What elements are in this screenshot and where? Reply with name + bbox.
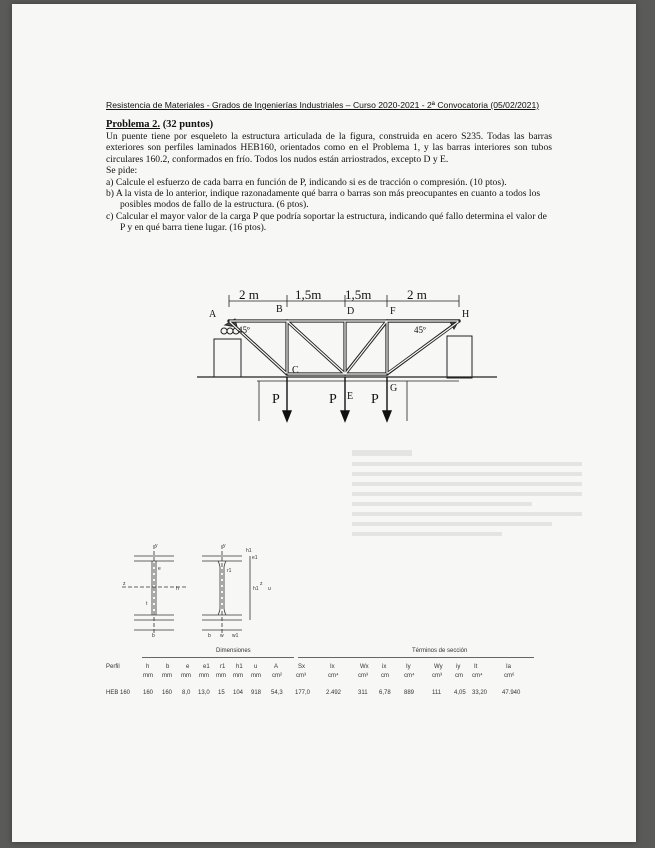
label-t: t	[146, 601, 148, 607]
label-y-right: y	[223, 543, 226, 549]
val-iy: 889	[404, 690, 415, 696]
label-b-right: b	[208, 633, 211, 638]
unit-h: mm	[143, 673, 153, 679]
label-b-left: b	[152, 633, 155, 638]
unit-e: mm	[181, 673, 191, 679]
group-terms: Términos de sección	[412, 648, 468, 654]
unit-r1: mm	[216, 673, 226, 679]
val-a: 54,3	[271, 690, 283, 696]
bleed-through-text	[352, 444, 582, 604]
hdr-a: A	[274, 664, 279, 670]
unit-it: cm⁴	[472, 673, 483, 679]
val-wy: 111	[432, 690, 442, 696]
val-u: 918	[251, 690, 262, 696]
load-p-g: P	[371, 392, 379, 407]
left-abutment	[214, 339, 241, 377]
label-w: w	[220, 633, 224, 638]
hdr-h1: h1	[236, 664, 243, 670]
angle-a: 45º	[238, 325, 250, 335]
unit-wx: cm³	[358, 673, 368, 679]
right-abutment	[447, 336, 472, 378]
val-it: 33,20	[472, 690, 488, 696]
val-wx: 311	[358, 690, 368, 696]
unit-sx: cm³	[296, 673, 306, 679]
unit-a: cm²	[272, 673, 282, 679]
hdr-it: It	[474, 664, 478, 670]
hdr-wy: Wy	[434, 664, 443, 670]
hdr-ix-r: ix	[382, 664, 387, 670]
val-ix-r: 6,78	[379, 690, 391, 696]
node-f: F	[390, 306, 396, 317]
unit-b: mm	[162, 673, 172, 679]
val-ia: 47.940	[502, 690, 521, 696]
unit-iy: cm⁴	[404, 673, 415, 679]
row-name: HEB 160	[106, 690, 131, 696]
node-h: H	[462, 309, 470, 320]
unit-wy: cm³	[432, 673, 442, 679]
terms-rule	[298, 657, 534, 658]
exam-page	[12, 4, 636, 842]
truss-figure	[197, 281, 497, 426]
dims-rule	[142, 657, 294, 658]
hdr-u: u	[254, 664, 258, 670]
label-r1: r1	[227, 568, 232, 574]
question-b: b) A la vista de lo anterior, indique razonadamente qué barra o barras son más preocupantes en cuanto a todos los posibles modos de fallo de la estructura. (6 ptos).	[106, 188, 541, 211]
perfil-label: Perfil	[106, 664, 120, 670]
label-e: e	[158, 566, 161, 572]
unit-ia: cm⁶	[504, 673, 515, 679]
val-r1: 15	[218, 690, 225, 696]
hdr-iy: Iy	[406, 664, 411, 670]
load-p-c: P	[272, 392, 280, 407]
heb-section-sketch	[120, 542, 290, 638]
val-h: 160	[143, 690, 154, 696]
question-a: a) Calcule el esfuerzo de cada barra en función de P, indicando si es de tracción o compresión. (10 ptos).	[106, 176, 507, 188]
unit-ix-r: cm	[381, 673, 389, 679]
label-y-left: y	[155, 543, 158, 549]
problem-points: (32 puntos)	[162, 119, 214, 130]
hdr-e: e	[186, 664, 190, 670]
dim-df: 1,5m	[345, 287, 372, 302]
hdr-iy-r: iy	[456, 664, 461, 670]
unit-iy-r: cm	[455, 673, 463, 679]
label-e1: e1	[252, 555, 258, 561]
unit-h1: mm	[233, 673, 243, 679]
hdr-b: b	[166, 664, 170, 670]
unit-e1: mm	[199, 673, 209, 679]
hdr-wx: Wx	[360, 664, 369, 670]
val-h1: 104	[233, 690, 244, 696]
label-z-left: z	[123, 581, 126, 587]
problem-paragraph: Un puente tiene por esqueleto la estructura articulada de la figura, construida en acero S235. Todas las barras exteriores son perfiles laminados HEB160, orientados como en el Problema 1, y las barras interiores son tubos circulares 160.2, conformados en frío. Todos los nudos están arriostrados, excepto D y E.	[106, 131, 552, 165]
problem-number: Problema 2.	[106, 119, 161, 130]
node-d: D	[347, 306, 355, 317]
dim-bd: 1,5m	[295, 287, 322, 302]
hdr-ix: Ix	[330, 664, 335, 670]
dim-ab: 2 m	[239, 287, 259, 302]
ask-line: Se pide:	[106, 165, 138, 177]
hdr-e1: e1	[203, 664, 210, 670]
hdr-r1: r1	[220, 664, 226, 670]
label-u: u	[268, 586, 271, 592]
node-b: B	[276, 304, 283, 315]
dim-fh: 2 m	[407, 287, 427, 302]
node-g: G	[390, 383, 398, 394]
val-e: 8,0	[182, 690, 191, 696]
val-iy-r: 4,05	[454, 690, 466, 696]
angle-h: 45º	[414, 325, 426, 335]
label-h1-right: h1	[246, 548, 252, 554]
problem-statement	[106, 131, 552, 234]
group-dims: Dimensiones	[216, 648, 251, 654]
exam-header: Resistencia de Materiales - Grados de Ingenierías Industriales – Curso 2020-2021 - 2ª Convocatoria (05/02/2021)	[106, 100, 540, 110]
val-sx: 177,0	[295, 690, 311, 696]
node-e: E	[347, 391, 354, 402]
label-h1: h1	[253, 586, 259, 592]
node-a: A	[209, 309, 217, 320]
problem-title	[106, 119, 213, 130]
node-c: C	[292, 365, 299, 376]
val-e1: 13,0	[198, 690, 210, 696]
unit-ix: cm⁴	[328, 673, 339, 679]
hdr-ia: Ia	[506, 664, 512, 670]
unit-u: mm	[251, 673, 261, 679]
label-w1: w1	[232, 633, 239, 638]
hdr-sx: Sx	[298, 664, 306, 670]
hdr-h: h	[146, 664, 150, 670]
label-z-right: z	[260, 581, 263, 587]
val-ix: 2.492	[326, 690, 342, 696]
val-b: 160	[162, 690, 173, 696]
label-h: h	[176, 586, 179, 592]
question-c: c) Calcular el mayor valor de la carga P que podría soportar la estructura, indicando qué fallo determina el valor de P y en qué barra tiene lugar. (16 ptos).	[106, 210, 547, 234]
load-p-e: P	[329, 392, 337, 407]
